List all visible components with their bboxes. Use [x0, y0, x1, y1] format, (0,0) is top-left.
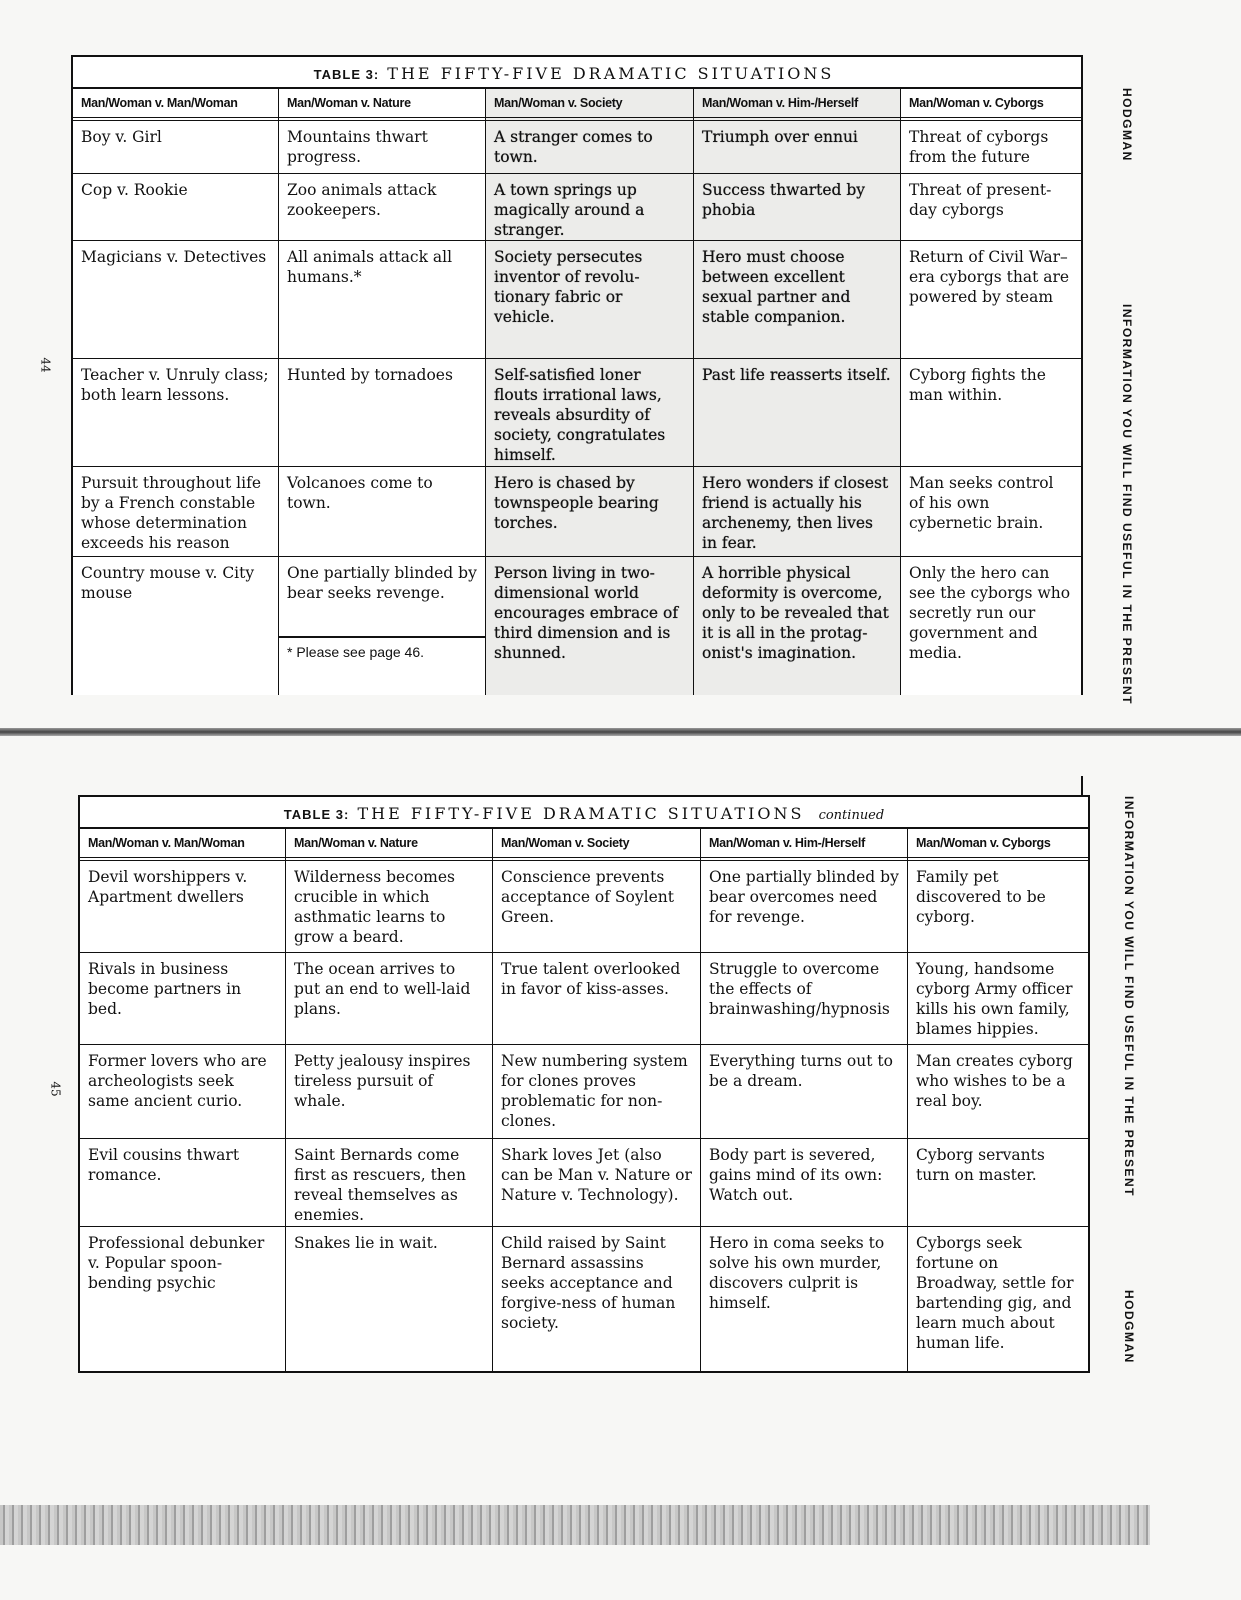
table-cell: Hero wonders if closest friend is actually his archenemy, then lives in fear. [694, 467, 900, 557]
table-cell: A stranger comes to town. [486, 121, 693, 174]
table-cell: Body part is severed, gains mind of its own: Watch out. [701, 1139, 907, 1227]
table-cell: Snakes lie in wait. [294, 1234, 438, 1252]
table-cell: Cyborg fights the man within. [901, 359, 1081, 467]
running-head-section: INFORMATION YOU WILL FIND USEFUL IN THE PRESENT [1122, 796, 1136, 1197]
page-number: 44 [38, 357, 53, 373]
table-cell: Zoo animals attack zookeepers. [279, 174, 485, 241]
column-header: Man/Woman v. Him-/Herself [701, 829, 907, 861]
column-man-v-himself [701, 829, 908, 1371]
table-cell: Struggle to overcome the effects of brainwashing/hypnosis [701, 953, 907, 1045]
table-cell: Person living in two-dimensional world encourages embrace of third dimension and is shunned. [494, 564, 679, 662]
table-cell: Cyborgs seek fortune on Broadway, settle for bartending gig, and learn much about human life. [916, 1234, 1074, 1352]
table-cell: One partially blinded by bear seeks revenge. [279, 557, 485, 637]
table-cell: Man creates cyborg who wishes to be a real boy. [908, 1045, 1088, 1139]
table-cell: Former lovers who are archeologists seek same ancient curio. [80, 1045, 285, 1139]
table-cell: Rivals in business become partners in bed. [80, 953, 285, 1045]
table-cell: Past life reasserts itself. [694, 359, 900, 467]
table-cell: Man seeks control of his own cybernetic brain. [901, 467, 1081, 557]
table-cell: Cop v. Rookie [73, 174, 278, 241]
table-cell: Triumph over ennui [694, 121, 900, 174]
column-header: Man/Woman v. Nature [286, 829, 492, 861]
table-cell: Wilderness becomes crucible in which asthmatic learns to grow a beard. [286, 861, 492, 953]
table-cell: Saint Bernards come first as rescuers, then reveal themselves as enemies. [286, 1139, 492, 1227]
running-head-section: INFORMATION YOU WILL FIND USEFUL IN THE PRESENT [1120, 304, 1134, 705]
table-cell: The ocean arrives to put an end to well-laid plans. [286, 953, 492, 1045]
table-cell: Hunted by tornadoes [279, 359, 485, 467]
column-man-v-cyborgs [908, 829, 1088, 1371]
column-man-v-society [493, 829, 701, 1371]
column-man-v-himself [694, 89, 901, 695]
table-cell: Only the hero can see the cyborgs who secretly run our government and media. [909, 564, 1071, 662]
column-header: Man/Woman v. Society [486, 89, 693, 121]
table-cell: A town springs up magically around a stranger. [486, 174, 693, 241]
table-cell: Shark loves Jet (also can be Man v. Nature or Nature v. Technology). [493, 1139, 700, 1227]
table-cell: Child raised by Saint Bernard assassins seeks acceptance and forgive-ness of human society. [501, 1234, 676, 1332]
table-title: TABLE 3: THE FIFTY-FIVE DRAMATIC SITUATIONS continued [80, 797, 1088, 829]
table-cell: Young, handsome cyborg Army officer kills his own family, blames hippies. [908, 953, 1088, 1045]
table-cell: Boy v. Girl [73, 121, 278, 174]
column-man-v-nature [286, 829, 493, 1371]
table-cell: Everything turns out to be a dream. [701, 1045, 907, 1139]
table-cell: Petty jealousy inspires tireless pursuit of whale. [286, 1045, 492, 1139]
column-header: Man/Woman v. Nature [279, 89, 485, 121]
page-divider [0, 728, 1241, 736]
table-cell: True talent overlooked in favor of kiss-asses. [493, 953, 700, 1045]
footnote: * Please see page 46. [279, 637, 485, 666]
table-cell: Professional debunker v. Popular spoon-bending psychic [88, 1234, 265, 1292]
column-header: Man/Woman v. Man/Woman [73, 89, 278, 121]
column-man-v-man [73, 89, 279, 695]
table-cell: One partially blinded by bear overcomes need for revenge. [701, 861, 907, 953]
dramatic-situations-table-continued [78, 795, 1090, 1373]
table-cell: Threat of present-day cyborgs [901, 174, 1081, 241]
column-header: Man/Woman v. Cyborgs [908, 829, 1088, 861]
page-number: 45 [48, 1081, 63, 1097]
table-cell: Hero is chased by townspeople bearing torches. [486, 467, 693, 557]
column-man-v-society [486, 89, 694, 695]
table-cell: Devil worshippers v. Apartment dwellers [80, 861, 285, 953]
table-title: TABLE 3: THE FIFTY-FIVE DRAMATIC SITUATIONS [73, 57, 1081, 89]
table-cell: Threat of cyborgs from the future [901, 121, 1081, 174]
table-cell: All animals attack all humans.* [279, 241, 485, 359]
table-cell: Cyborg servants turn on master. [908, 1139, 1088, 1227]
table-cell: Hero in coma seeks to solve his own murder, discovers culprit is himself. [709, 1234, 885, 1312]
scan-artifact [0, 1505, 1150, 1545]
table-cell: Mountains thwart progress. [279, 121, 485, 174]
table-cell: Evil cousins thwart romance. [80, 1139, 285, 1227]
running-head-author: HODGMAN [1122, 1290, 1136, 1364]
table-cell: Volcanoes come to town. [279, 467, 485, 557]
table-cell: Success thwarted by phobia [694, 174, 900, 241]
column-man-v-man [80, 829, 286, 1371]
table-cell: Pursuit throughout life by a French constable whose determination exceeds his reason [73, 467, 278, 557]
column-man-v-nature [279, 89, 486, 695]
column-header: Man/Woman v. Cyborgs [901, 89, 1081, 121]
column-header: Man/Woman v. Him-/Herself [694, 89, 900, 121]
table-cell: Family pet discovered to be cyborg. [908, 861, 1088, 953]
column-header: Man/Woman v. Man/Woman [80, 829, 285, 861]
table-cell: Magicians v. Detectives [73, 241, 278, 359]
table-cell: Teacher v. Unruly class; both learn lessons. [73, 359, 278, 467]
running-head-author: HODGMAN [1120, 88, 1134, 162]
dramatic-situations-table [71, 55, 1083, 695]
table-cell: Country mouse v. City mouse [81, 564, 255, 602]
table-cell: Conscience prevents acceptance of Soylent Green. [493, 861, 700, 953]
column-man-v-cyborgs [901, 89, 1081, 695]
table-cell: Return of Civil War–era cyborgs that are powered by steam [901, 241, 1081, 359]
page-44 [0, 0, 1241, 730]
table-cell: Self-satisfied loner flouts irrational laws, reveals absurdity of society, congratulates himself. [486, 359, 693, 467]
table-cell: Society persecutes inventor of revolu-tionary fabric or vehicle. [486, 241, 693, 359]
table-cell: New numbering system for clones proves problematic for non-clones. [493, 1045, 700, 1139]
table-cell: A horrible physical deformity is overcome, only to be revealed that it is all in the protag-onist's imagination. [702, 564, 889, 662]
table-cell: Hero must choose between excellent sexual partner and stable companion. [694, 241, 900, 359]
column-header: Man/Woman v. Society [493, 829, 700, 861]
page-45 [0, 760, 1241, 1600]
